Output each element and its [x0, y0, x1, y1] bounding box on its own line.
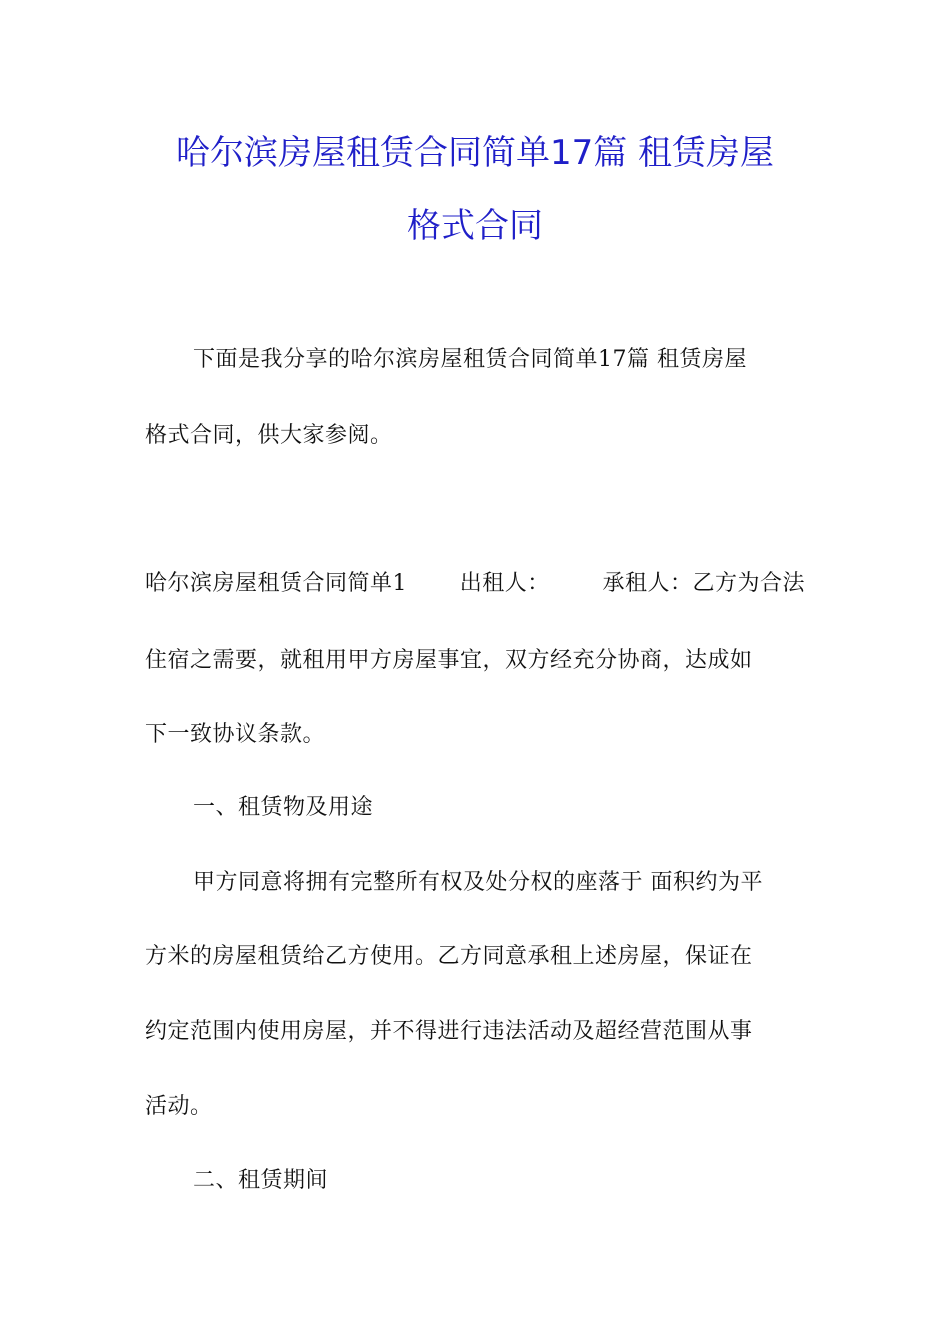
document-title-line-1: 哈尔滨房屋租赁合同简单17篇 租赁房屋: [175, 133, 775, 173]
paragraph-1-line-3: 下一致协议条款。: [145, 722, 326, 747]
paragraph-2-line-1: 甲方同意将拥有完整所有权及处分权的座落于 面积约为平: [193, 870, 763, 895]
paragraph-2-line-4: 活动。: [145, 1094, 213, 1119]
intro-line-1: 下面是我分享的哈尔滨房屋租赁合同简单17篇 租赁房屋: [193, 347, 747, 372]
intro-line-2: 格式合同，供大家参阅。: [145, 423, 393, 448]
paragraph-2-line-2: 方米的房屋租赁给乙方使用。乙方同意承租上述房屋，保证在: [145, 944, 753, 969]
section-1-heading: 一、租赁物及用途: [193, 795, 374, 820]
contract-1-name: 哈尔滨房屋租赁合同简单1: [145, 571, 407, 596]
contract-1-lessor: 出租人：: [459, 571, 550, 596]
document-title-line-2: 格式合同: [407, 206, 543, 246]
contract-1-lessee: 承租人：乙方为合法: [602, 571, 805, 596]
paragraph-1-line-2: 住宿之需要，就租用甲方房屋事宜，双方经充分协商，达成如: [145, 648, 753, 673]
paragraph-2-line-3: 约定范围内使用房屋，并不得进行违法活动及超经营范围从事: [145, 1019, 753, 1044]
contract-1-header-line: [145, 569, 805, 599]
section-2-heading: 二、租赁期间: [193, 1168, 329, 1193]
